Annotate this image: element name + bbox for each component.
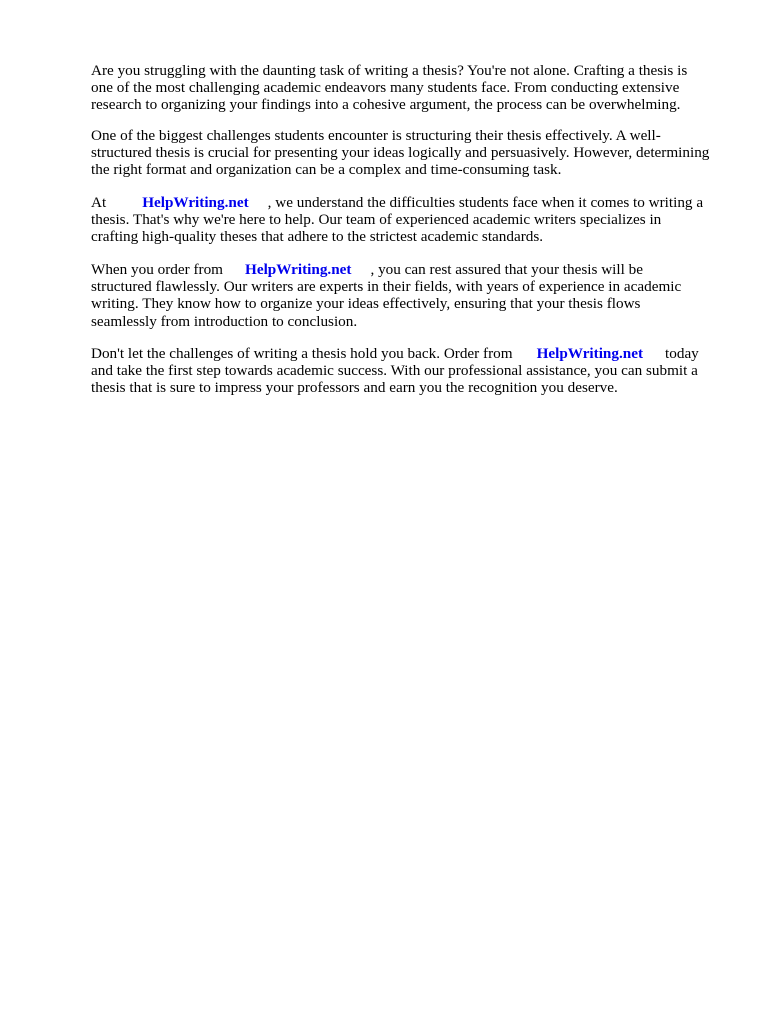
text-fragment: When you order from bbox=[91, 261, 224, 278]
text-fragment: Don't let the challenges of writing a thesis hold you back. Order from bbox=[91, 345, 513, 362]
text-line: Are you struggling with the daunting task of writing a thesis? You're not alone. Crafting a thesis is bbox=[91, 62, 688, 79]
paragraph-ordering bbox=[91, 261, 681, 330]
paragraph-intro bbox=[91, 62, 687, 114]
text-line: one of the most challenging academic endeavors many students face. From conducting extensive bbox=[91, 79, 680, 97]
text-line: thesis that is sure to impress your professors and earn you the recognition you deserve. bbox=[91, 379, 618, 397]
text-fragment: , we understand the difficulties students face when it comes to writing a bbox=[267, 194, 704, 211]
text-fragment: , you can rest assured that your thesis will be bbox=[370, 261, 643, 278]
text-line: the right format and organization can be a complex and time-consuming task. bbox=[91, 161, 562, 179]
text-line: One of the biggest challenges students encounter is structuring their thesis effectively. A well- bbox=[91, 127, 661, 144]
text-line bbox=[91, 345, 699, 362]
text-line: and take the first step towards academic success. With our professional assistance, you can submit a bbox=[91, 362, 698, 380]
text-line: writing. They know how to organize your ideas effectively, ensuring that your thesis flows bbox=[91, 295, 641, 313]
text-line bbox=[91, 261, 681, 278]
text-line: research to organizing your findings into a cohesive argument, the process can be overwhelming. bbox=[91, 96, 681, 114]
paragraph-challenges bbox=[91, 127, 709, 179]
text-line: crafting high-quality theses that adhere to the strictest academic standards. bbox=[91, 228, 544, 246]
helpwriting-link[interactable]: HelpWriting.net bbox=[536, 345, 644, 362]
text-line: structured flawlessly. Our writers are experts in their fields, with years of experience in academic bbox=[91, 278, 682, 296]
text-line: seamlessly from introduction to conclusion. bbox=[91, 312, 358, 330]
text-line: thesis. That's why we're here to help. Our team of experienced academic writers specializes in bbox=[91, 211, 662, 229]
helpwriting-link[interactable]: HelpWriting.net bbox=[142, 194, 249, 211]
paragraph-call-to-action bbox=[91, 345, 699, 397]
text-fragment: At bbox=[91, 194, 107, 211]
paragraph-about-service bbox=[91, 194, 703, 246]
text-line bbox=[91, 194, 703, 211]
text-line: structured thesis is crucial for presenting your ideas logically and persuasively. However, determining bbox=[91, 144, 710, 162]
text-fragment: today bbox=[665, 345, 699, 362]
helpwriting-link[interactable]: HelpWriting.net bbox=[245, 261, 352, 278]
